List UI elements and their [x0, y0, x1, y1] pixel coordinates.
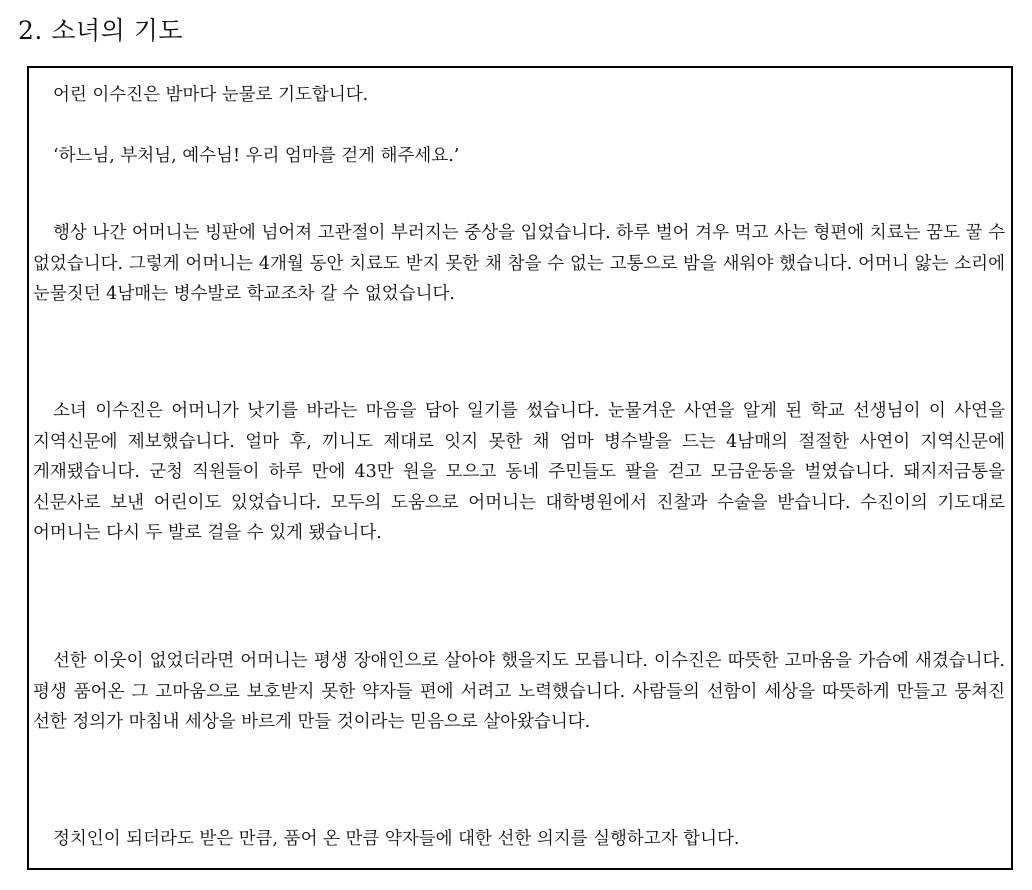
section-heading [18, 14, 183, 48]
paragraph-opening: 어린 이수진은 밤마다 눈물로 기도합니다. [53, 85, 369, 105]
section-title: 소녀의 기도 [51, 16, 184, 45]
paragraph-gratitude: 선한 이웃이 없었더라면 어머니는 평생 장애인으로 살아야 했을지도 모릅니다. 이수진은 따뜻한 고마움을 가슴에 새겼습니다. 평생 품어온 그 고마움으로 보호받지 못한 약자들 편에 서려고 노력했습니다. 사람들의 선함이 세상을 따뜻하게 만들고 뭉쳐진 선한 정의가 마침내 세상을 바르게 만들 것이라는 믿음으로 살아왔습니다. [33, 651, 1005, 732]
paragraph-community-help: 소녀 이수진은 어머니가 낫기를 바라는 마음을 담아 일기를 썼습니다. 눈물겨운 사연을 알게 된 학교 선생님이 이 사연을 지역신문에 제보했습니다. 얼마 후, 끼니도 제대로 잇지 못한 채 엄마 병수발을 드는 4남매의 절절한 사연이 지역신문에 게재됐습니다. 군청 직원들이 하루 만에 43만 원을 모으고 동네 주민들도 팔을 걷고 모금운동을 벌였습니다. 돼지저금통을 신문사로 보낸 어린이도 있었습니다. 모두의 도움으로 어머니는 대학병원에서 진찰과 수술을 받습니다. 수진이의 기도대로 어머니는 다시 두 발로 걸을 수 있게 됐습니다. [33, 401, 1005, 543]
section-number: 2. [18, 16, 43, 45]
paragraph-prayer-quote: ‘하느님, 부처님, 예수님! 우리 엄마를 걷게 해주세요.’ [53, 146, 460, 166]
story-box [27, 66, 1013, 870]
paragraph-mother-injury: 행상 나간 어머니는 빙판에 넘어져 고관절이 부러지는 중상을 입었습니다. 하루 벌어 겨우 먹고 사는 형편에 치료는 꿈도 꿀 수 없었습니다. 그렇게 어머니는 4개월 동안 치료도 받지 못한 채 참을 수 없는 고통으로 밤을 새워야 했습니다. 어머니 앓는 소리에 눈물짓던 4남매는 병수발로 학교조차 갈 수 없었습니다. [33, 223, 1005, 304]
paragraph-closing: 정치인이 되더라도 받은 만큼, 품어 온 만큼 약자들에 대한 선한 의지를 실행하고자 합니다. [53, 829, 740, 849]
